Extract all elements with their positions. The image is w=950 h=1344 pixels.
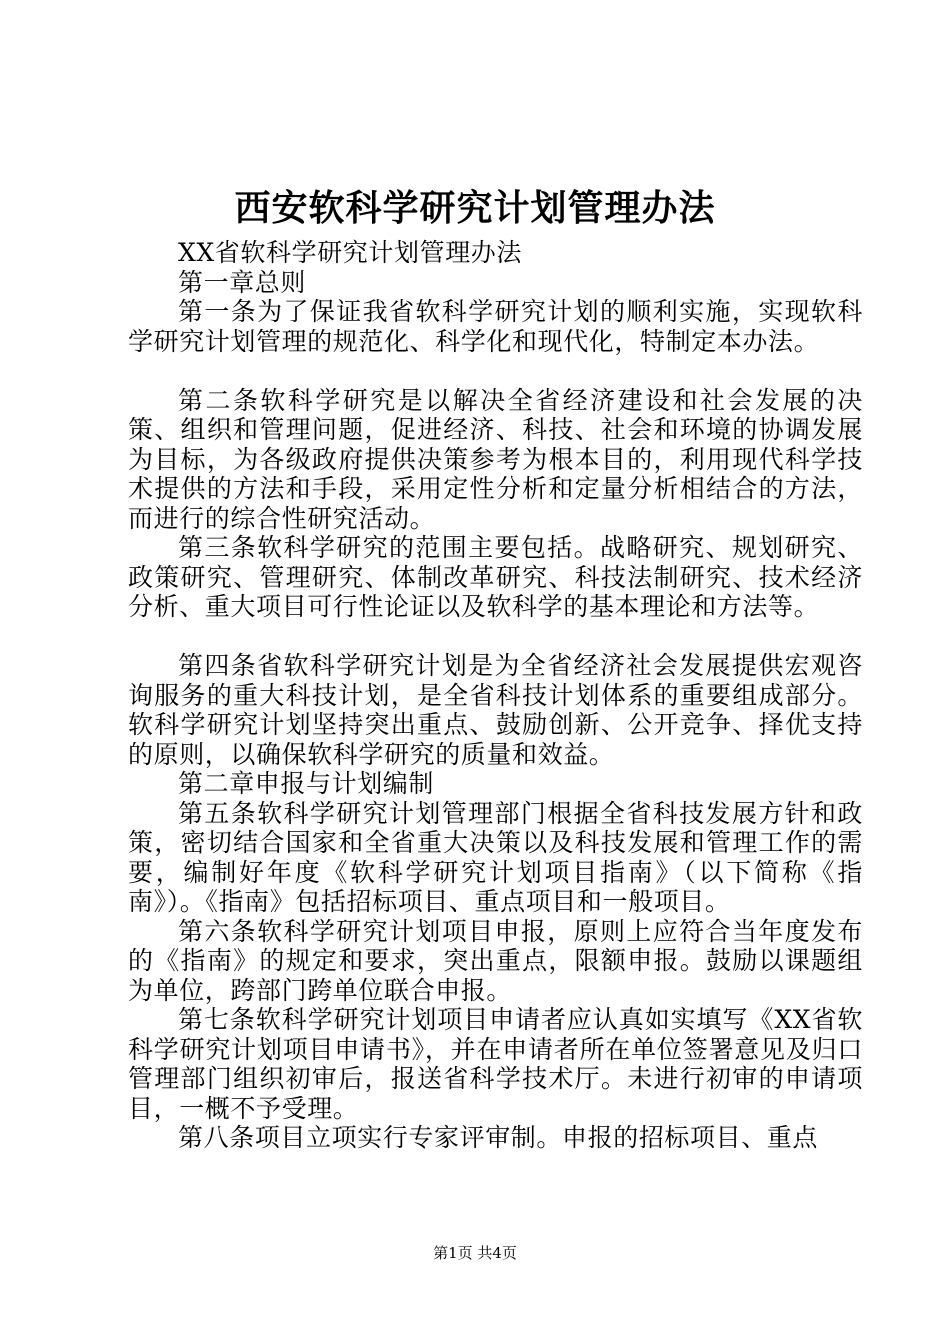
article-4-paragraph: 第四条省软科学研究计划是为全省经济社会发展提供宏观咨询服务的重大科技计划，是全省科技计划体系的重要组成部分。软科学研究计划坚持突出重点、鼓励创新、公开竞争、择优支持的原则，以确保软科学研究的质量和效益。 bbox=[128, 651, 863, 769]
article-1-paragraph: 第一条为了保证我省软科学研究计划的顺利实施，实现软科学研究计划管理的规范化、科学化和现代化，特制定本办法。 bbox=[128, 297, 863, 356]
document-title: 西安软科学研究计划管理办法 bbox=[234, 187, 716, 229]
subtitle-paragraph: XX省软科学研究计划管理办法 bbox=[178, 238, 522, 267]
document-body bbox=[128, 238, 863, 1153]
page-footer: 第1页 共4页 bbox=[433, 1244, 517, 1262]
chapter-heading-2: 第二章申报与计划编制 bbox=[178, 769, 435, 798]
article-6-paragraph: 第六条软科学研究计划项目申报，原则上应符合当年度发布的《指南》的规定和要求，突出重点，限额申报。鼓励以课题组为单位，跨部门跨单位联合申报。 bbox=[128, 916, 863, 1005]
article-8-paragraph: 第八条项目立项实行专家评审制。申报的招标项目、重点 bbox=[178, 1123, 819, 1152]
article-3-paragraph: 第三条软科学研究的范围主要包括。战略研究、规划研究、政策研究、管理研究、体制改革研究、科技法制研究、技术经济分析、重大项目可行性论证以及软科学的基本理论和方法等。 bbox=[128, 533, 863, 621]
article-5-paragraph: 第五条软科学研究计划管理部门根据全省科技发展方针和政策，密切结合国家和全省重大决策以及科技发展和管理工作的需要，编制好年度《软科学研究计划项目指南》（以下简称《指南》）。《指南》包括招标项目、重点项目和一般项目。 bbox=[128, 798, 863, 916]
article-7-paragraph: 第七条软科学研究计划项目申请者应认真如实填写《XX省软科学研究计划项目申请书》，并在申请者所在单位签署意见及归口管理部门组织初审后，报送省科学技术厅。未进行初审的申请项目，一概不予受理。 bbox=[128, 1005, 863, 1123]
chapter-heading-1: 第一章总则 bbox=[178, 267, 307, 297]
article-2-paragraph: 第二条软科学研究是以解决全省经济建设和社会发展的决策、组织和管理问题，促进经济、科技、社会和环境的协调发展为目标，为各级政府提供决策参考为根本目的，利用现代科学技术提供的方法和手段，采用定性分析和定量分析相结合的方法，而进行的综合性研究活动。 bbox=[128, 385, 863, 533]
